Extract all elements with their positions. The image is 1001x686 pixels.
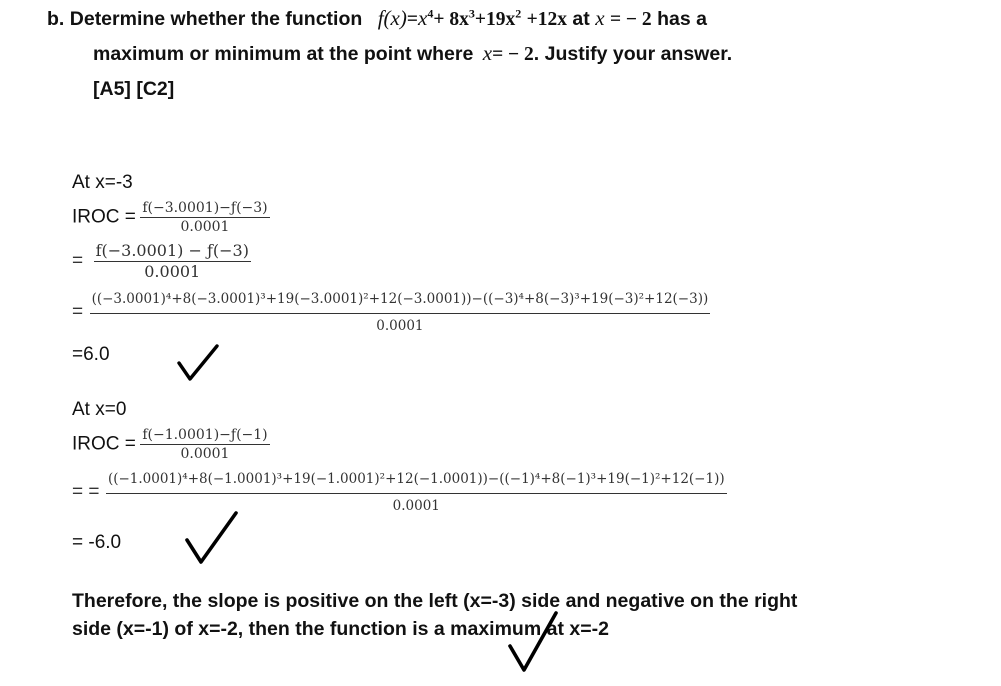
part1-fraction-3-numerator: ((−3.0001)⁴+8(−3.0001)³+19(−3.0001)²+12(−3.0001))−((−3)⁴+8(−3)³+19(−3)²+12(−3))	[90, 289, 711, 314]
part1-fraction-3-denominator: 0.0001	[376, 318, 424, 334]
question-label: b.	[47, 8, 65, 30]
part2-fraction-2-numerator: ((−1.0001)⁴+8(−1.0001)³+19(−1.0001)²+12(−1.0001))−((−1)⁴+8(−1)³+19(−1)²+12(−1))	[106, 469, 727, 494]
part2-result: = -6.0	[72, 532, 122, 553]
function-exp-1: 4	[427, 6, 434, 21]
line-2-ending: . Justify your answer.	[533, 43, 733, 65]
question-lead: Determine whether the function	[69, 8, 363, 30]
line-2-x-variable: x	[482, 41, 493, 65]
part1-heading: At x=-3	[72, 172, 133, 193]
part2-fraction-2	[106, 469, 727, 516]
part1-step-2-eq: =	[72, 250, 84, 272]
line-2-x-condition: = − 2	[492, 44, 534, 65]
function-term-1: x	[418, 6, 428, 30]
part1-fraction-1	[140, 199, 269, 236]
has-a-text: has a	[657, 8, 707, 30]
function-term-3: +19x	[474, 9, 516, 30]
function-term-2: + 8x	[433, 9, 469, 30]
function-exp-3: 2	[515, 6, 522, 21]
part1-fraction-2-denominator: 0.0001	[144, 262, 201, 281]
x-variable: x	[595, 6, 605, 30]
part1-fraction-1-denominator: 0.0001	[180, 219, 230, 235]
part1-fraction-1-numerator: f(−3.0001)−ƒ(−3)	[142, 200, 268, 216]
part1-iroc-row	[72, 199, 270, 236]
function-exp-2: 3	[468, 6, 475, 21]
question-line-1	[47, 6, 707, 32]
function-eq: =	[406, 9, 418, 30]
part2-fraction-1-numerator: f(−1.0001)−ƒ(−1)	[142, 427, 268, 443]
part1-fraction-3	[90, 289, 711, 336]
function-lhs: f(x)	[377, 6, 407, 30]
part1-checkmark-icon	[176, 343, 220, 383]
at-word: at	[572, 8, 590, 30]
conclusion-checkmark-icon	[507, 610, 559, 674]
part1-fraction-2-numerator: f(−3.0001) − ƒ(−3)	[95, 241, 249, 260]
x-condition: = − 2	[609, 9, 652, 30]
part2-fraction-2-denominator: 0.0001	[392, 498, 440, 514]
part1-step-3-eq: =	[72, 301, 84, 323]
function-term-4: +12x	[526, 9, 567, 30]
question-marks: [A5] [C2]	[93, 78, 175, 100]
part2-step-2-row	[72, 469, 727, 516]
part2-heading: At x=0	[72, 399, 127, 420]
part1-fraction-2	[94, 241, 251, 282]
part2-fraction-1	[140, 426, 269, 463]
part2-step-2-eq: = =	[72, 481, 100, 503]
part1-iroc-label: IROC =	[72, 206, 136, 228]
conclusion-line-1: Therefore, the slope is positive on the left (x=-3) side and negative on the right	[72, 590, 798, 612]
question-line-2-text: maximum or minimum at the point where	[93, 43, 474, 65]
part1-result: =6.0	[72, 344, 110, 365]
conclusion-line-2: side (x=-1) of x=-2, then the function is a maximum at x=-2	[72, 618, 609, 640]
question-line-2	[93, 41, 732, 67]
part2-fraction-1-denominator: 0.0001	[180, 446, 230, 462]
part2-checkmark-icon	[184, 510, 240, 566]
part2-iroc-row	[72, 426, 270, 463]
part2-iroc-label: IROC =	[72, 433, 136, 455]
part1-step-3-row	[72, 289, 710, 336]
part1-step-2-row	[72, 241, 251, 282]
